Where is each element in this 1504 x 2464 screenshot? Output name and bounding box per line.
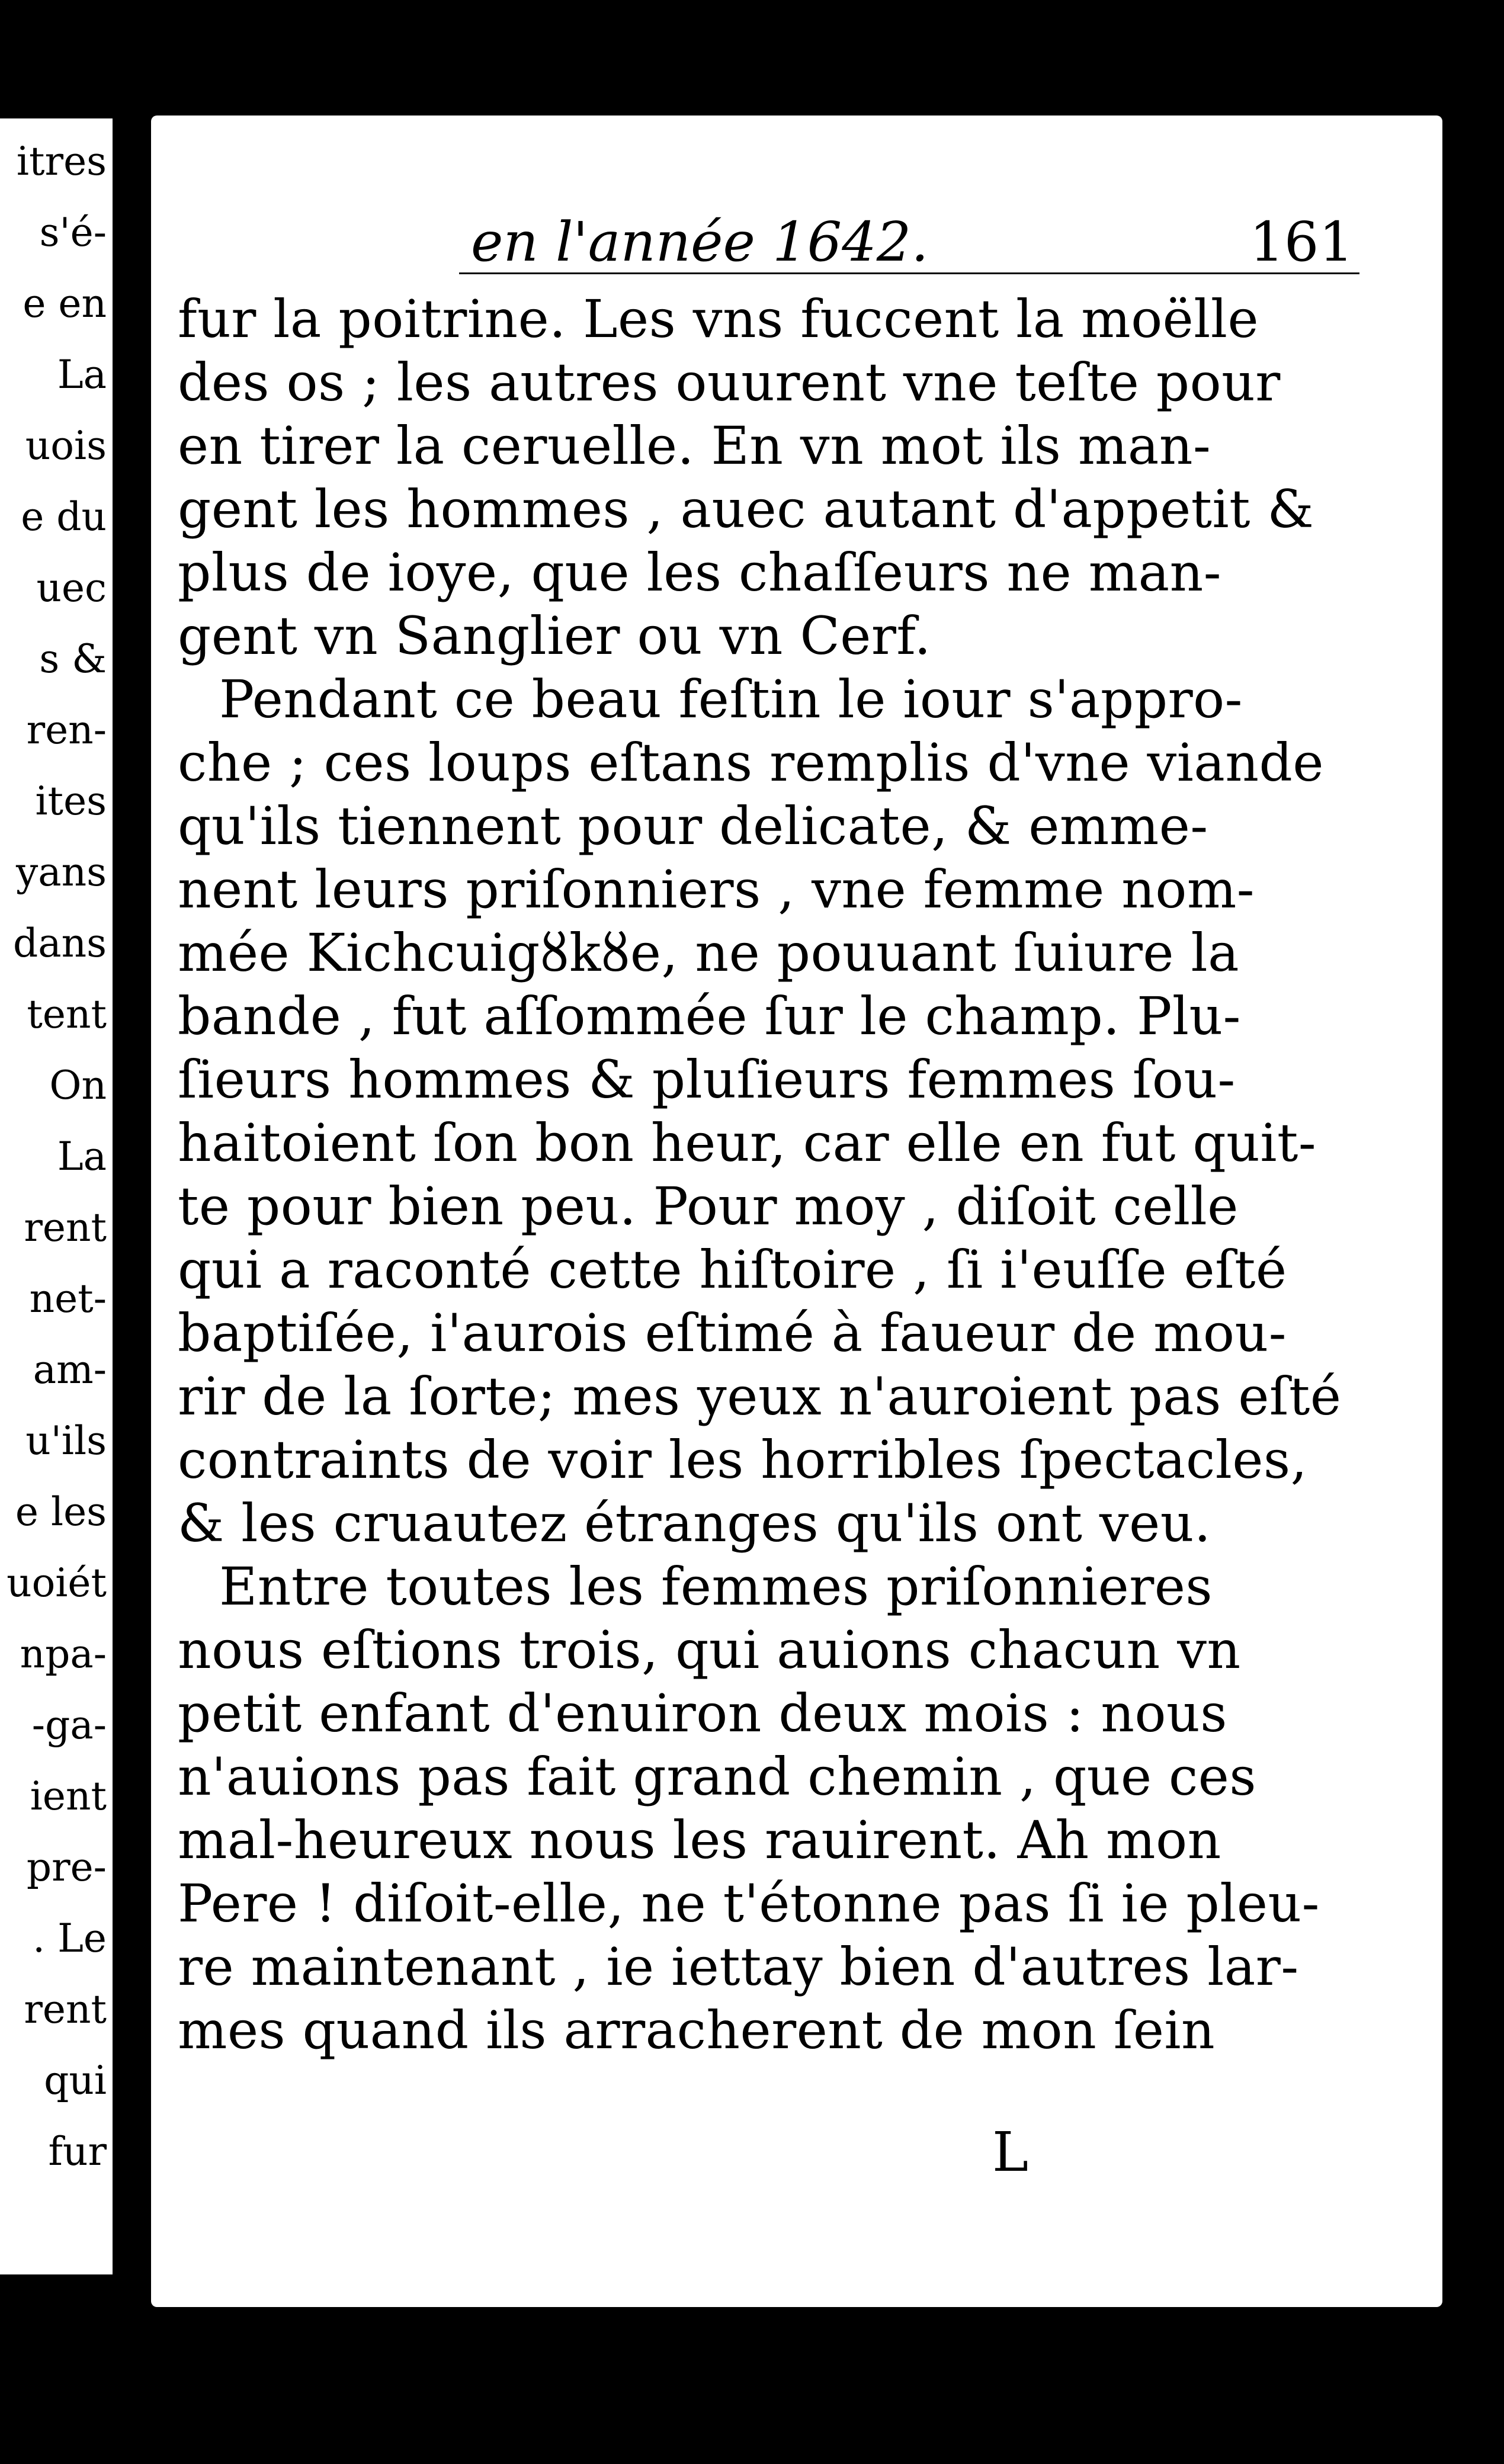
text-line: baptiſée, i'aurois eſtimé à faueur de mou- [178, 1302, 1287, 1363]
book-page [151, 116, 1442, 2307]
page-header [151, 210, 1442, 281]
previous-page-fragment: ren- [26, 707, 107, 753]
text-line: Entre toutes les femmes priſonnieres [219, 1556, 1213, 1617]
text-line: en tirer la ceruelle. En vn mot ils man- [178, 415, 1211, 476]
text-line: mal-heureux nous les rauirent. Ah mon [178, 1810, 1221, 1871]
previous-page-fragment: fur [48, 2129, 107, 2174]
previous-page-fragment: s & [39, 636, 107, 682]
page-number: 161 [1249, 210, 1354, 274]
text-line: mes quand ils arracherent de mon ſein [178, 2000, 1216, 2061]
previous-page-fragment: -ga- [31, 1702, 107, 1748]
previous-page-fragment: ient [30, 1773, 107, 1819]
text-line: ſieurs hommes & pluſieurs femmes ſou- [178, 1049, 1236, 1110]
text-line: bande , fut aſſommée ſur le champ. Plu- [178, 986, 1241, 1047]
previous-page-fragment: e en [23, 281, 107, 326]
previous-page-fragment: La [57, 352, 107, 397]
previous-page-fragment: tent [27, 992, 107, 1037]
text-line: te pour bien peu. Pour moy , diſoit celle [178, 1176, 1239, 1237]
previous-page-fragment: pre- [26, 1844, 107, 1890]
text-line: qu'ils tiennent pour delicate, & emme- [178, 795, 1208, 856]
text-line: nent leurs priſonniers , vne femme nom- [178, 859, 1255, 920]
signature-mark: L [992, 2120, 1029, 2184]
previous-page-edge [0, 118, 113, 2274]
previous-page-fragment: yans [15, 849, 107, 895]
previous-page-fragment: rent [24, 1987, 107, 2032]
previous-page-fragment: uec [36, 565, 107, 611]
text-line: & les cruautez étranges qu'ils ont veu. [178, 1493, 1211, 1554]
text-line: nous eſtions trois, qui auions chacun vn [178, 1619, 1241, 1680]
header-rule [459, 272, 1359, 274]
text-line: che ; ces loups eſtans remplis d'vne viande [178, 732, 1324, 793]
text-line: qui a raconté cette hiſtoire , ſi i'euſſe eſté [178, 1239, 1287, 1300]
previous-page-fragment: npa- [20, 1631, 107, 1677]
text-line: mée Kichcuigȣkȣe, ne pouuant ſuiure la [178, 922, 1240, 983]
text-line: re maintenant , ie iettay bien d'autres lar- [178, 1936, 1299, 1997]
previous-page-fragment: qui [44, 2058, 107, 2103]
previous-page-fragment: uoiét [7, 1560, 107, 1606]
previous-page-fragment: On [49, 1063, 107, 1108]
body-text [178, 287, 1342, 2062]
previous-page-fragment: ites [35, 778, 107, 824]
text-line: petit enfant d'enuiron deux mois : nous [178, 1683, 1227, 1744]
previous-page-fragment: am- [33, 1347, 107, 1393]
previous-page-fragment: rent [24, 1205, 107, 1250]
previous-page-fragment: s'é- [39, 210, 107, 255]
previous-page-fragment: La [57, 1134, 107, 1179]
previous-page-fragment: u'ils [25, 1418, 107, 1464]
previous-page-fragment: dans [13, 920, 107, 966]
previous-page-fragment: e les [15, 1489, 107, 1535]
text-line: plus de ioye, que les chaſſeurs ne man- [178, 542, 1222, 603]
text-line: Pendant ce beau feſtin le iour s'appro- [219, 669, 1243, 730]
text-line: des os ; les autres ouurent vne teſte pour [178, 352, 1281, 413]
text-line: contraints de voir les horribles ſpectacles, [178, 1429, 1308, 1490]
text-line: n'auions pas fait grand chemin , que ces [178, 1746, 1257, 1807]
text-line: fur la poitrine. Les vns fuccent la moëlle [178, 288, 1259, 349]
running-head: en l'année 1642. [471, 210, 929, 274]
previous-page-fragment: net- [29, 1276, 107, 1321]
text-line: haitoient ſon bon heur, car elle en fut quit- [178, 1112, 1317, 1173]
text-line: gent les hommes , auec autant d'appetit & [178, 479, 1314, 540]
text-line: gent vn Sanglier ou vn Cerf. [178, 605, 931, 666]
previous-page-fragment: e du [21, 494, 107, 540]
text-line: Pere ! diſoit-elle, ne t'étonne pas ſi ie pleu- [178, 1873, 1320, 1934]
previous-page-fragment: . Le [33, 1916, 107, 1961]
previous-page-fragment: uois [25, 423, 107, 469]
text-line: rir de la ſorte; mes yeux n'auroient pas eſté [178, 1366, 1342, 1427]
previous-page-fragment: itres [16, 139, 107, 184]
